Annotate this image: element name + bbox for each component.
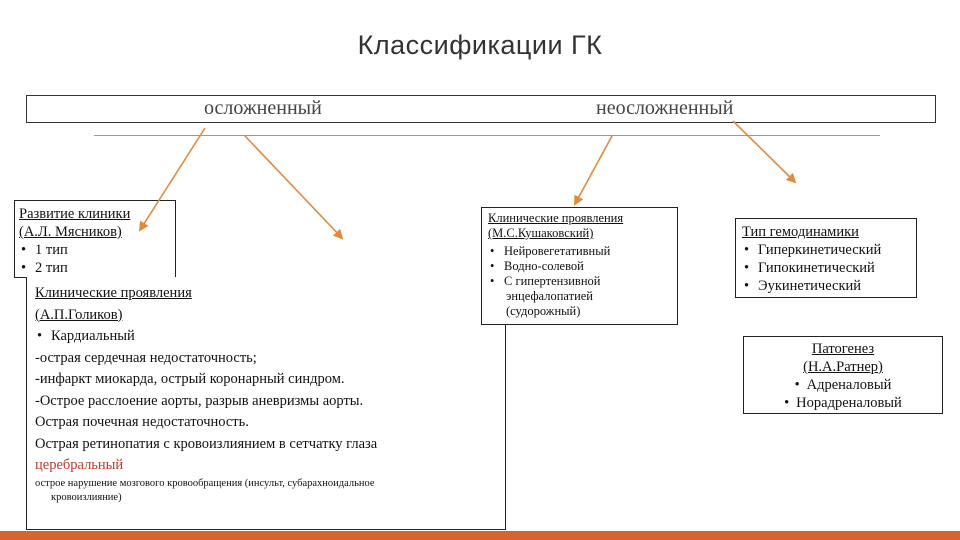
category-uncomplicated: неосложненный bbox=[596, 97, 734, 119]
golikov-small-line: кровоизлияние) bbox=[51, 491, 122, 503]
golikov-author: (А.П.Голиков) bbox=[35, 306, 123, 323]
arrow-to-hemodynamics bbox=[733, 121, 795, 182]
list-item: • Норадреналовый bbox=[784, 394, 902, 412]
ratner-heading: Патогенез bbox=[811, 341, 875, 357]
list-item: • Эукинетический bbox=[742, 277, 910, 295]
hemodynamics-heading: Тип гемодинамики bbox=[742, 224, 859, 240]
golikov-line: Острая ретинопатия с кровоизлиянием в сетчатку глаза bbox=[35, 435, 378, 452]
page-title: Классификации ГК bbox=[357, 30, 603, 60]
arrow-to-myasnikov bbox=[140, 128, 205, 230]
golikov-line: -Острое расслоение аорты, разрыв аневризмы аорты. bbox=[35, 392, 364, 409]
golikov-heading: Клинические проявления bbox=[35, 285, 192, 301]
kushakovsky-continuation: (судорожный) bbox=[506, 304, 581, 318]
golikov-small-line: острое нарушение мозгового кровообращения (инсульт, субарахноидальное bbox=[35, 477, 375, 489]
golikov-line: -острая сердечная недостаточность; bbox=[35, 349, 257, 366]
list-item: • Гипокинетический bbox=[742, 259, 910, 277]
category-complicated: осложненный bbox=[204, 97, 322, 119]
list-item: • 2 тип bbox=[19, 259, 171, 277]
list-item: • Кардиальный bbox=[35, 326, 497, 348]
golikov-cerebral: церебральный bbox=[35, 457, 124, 473]
kushakovsky-continuation: энцефалопатией bbox=[506, 289, 593, 303]
myasnikov-author: (А.Л. Мясников) bbox=[19, 224, 122, 240]
myasnikov-heading: Развитие клиники bbox=[19, 206, 131, 222]
list-item: • Адреналовый bbox=[795, 376, 892, 394]
golikov-line: -инфаркт миокарда, острый коронарный синдром. bbox=[35, 371, 345, 387]
arrow-to-kushakovsky bbox=[575, 136, 612, 204]
list-item: • 1 тип bbox=[19, 241, 171, 259]
list-item: • Гиперкинетический bbox=[742, 241, 910, 259]
golikov-line: Острая почечная недостаточность. bbox=[35, 414, 249, 430]
kushakovsky-heading: Клинические проявления bbox=[488, 211, 624, 225]
list-item: • С гипертензивной bbox=[488, 274, 671, 289]
footer-accent-strip bbox=[0, 531, 960, 540]
ratner-author: (Н.А.Ратнер) bbox=[803, 359, 883, 375]
list-item: • Нейровегетативный bbox=[488, 244, 671, 259]
list-item: • Водно-солевой bbox=[488, 259, 671, 274]
arrow-to-golikov bbox=[245, 136, 342, 238]
kushakovsky-author: (М.С.Кушаковский) bbox=[488, 226, 594, 240]
